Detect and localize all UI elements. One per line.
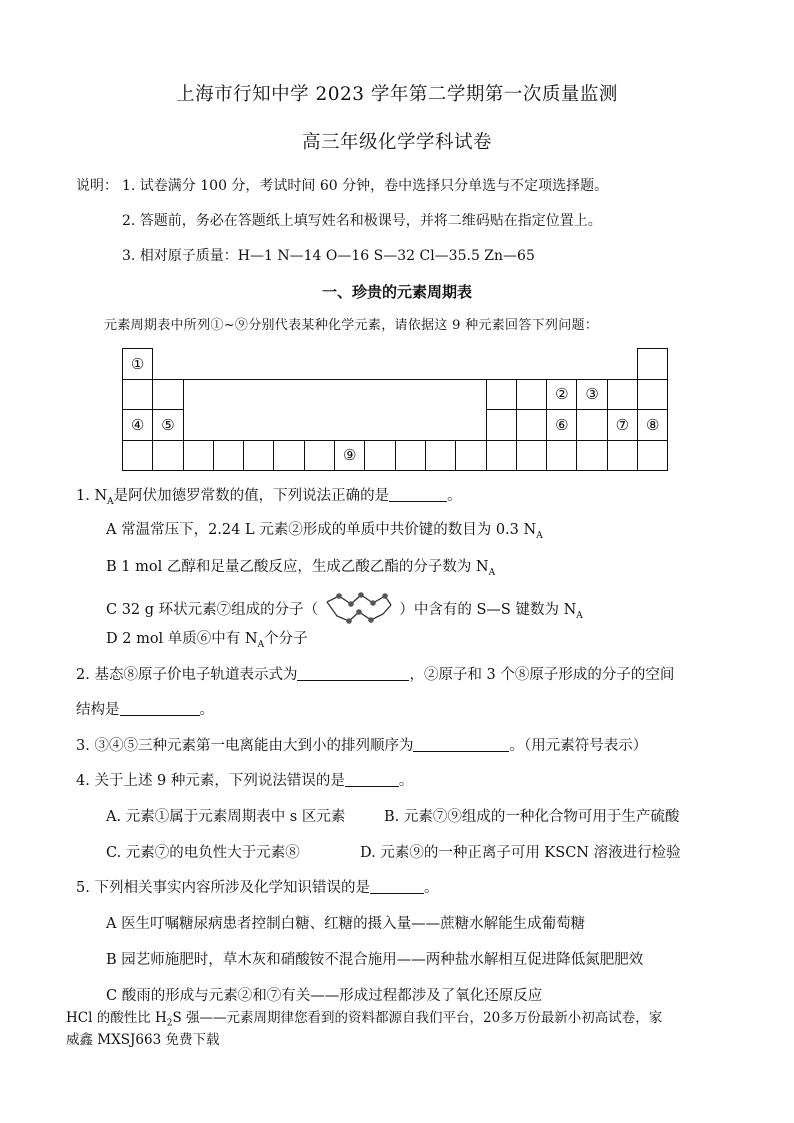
question-2-cont: 结构是 。 xyxy=(76,702,214,718)
note-1: 1. 试卷满分 100 分，考试时间 60 分钟，卷中选择只分单选与不定项选择题。 xyxy=(122,178,609,194)
note-3: 3. 相对原子质量：H—1 N—14 O—16 S—32 Cl—35.5 Zn—65 xyxy=(122,248,535,264)
cell-element-9: ⑨ xyxy=(335,440,365,471)
section-title: 一、珍贵的元素周期表 xyxy=(321,283,472,301)
q4-option-a: A. 元素①属于元素周期表中 s 区元素 xyxy=(106,809,346,825)
answer-blank xyxy=(297,666,409,681)
q4-option-c: C. 元素⑦的电负性大于元素⑧ xyxy=(106,845,300,861)
periodic-table xyxy=(122,348,668,471)
cell-element-6: ⑥ xyxy=(547,410,577,441)
cell-element-4: ④ xyxy=(123,410,153,441)
cell-element-1: ① xyxy=(123,349,153,380)
q1-option-d: D 2 mol 单质⑥中有 $N_A$个分子 xyxy=(106,631,308,650)
q5-option-a: A 医生叮嘱糖尿病患者控制白糖、红糖的摄入量——蔗糖水解能生成葡萄糖 xyxy=(106,916,586,932)
section-intro: 元素周期表中所列①~⑨分别代表某种化学元素，请依据这 9 种元素回答下列问题： xyxy=(104,318,599,333)
answer-blank xyxy=(345,772,399,787)
q5-option-c: C 酸雨的形成与元素②和⑦有关——形成过程都涉及了氧化还原反应 xyxy=(106,988,543,1004)
q1-option-b: B 1 mol 乙醇和足量乙酸反应，生成乙酸乙酯的分子数为 $N_A$ xyxy=(106,559,496,578)
answer-blank xyxy=(370,879,424,894)
exam-subtitle: 高三年级化学学科试卷 xyxy=(301,132,492,153)
cell-element-8: ⑧ xyxy=(638,410,668,441)
question-3: 3. ③④⑤三种元素第一电离能由大到小的排列顺序为 。（用元素符号表示） xyxy=(76,738,648,754)
cell-element-7: ⑦ xyxy=(607,410,637,441)
footer-line-1: HCl 的酸性比 $H_2S$ 强——元素周期律您看到的资料都源自我们平台，20多万份最新小初高试卷，家 xyxy=(66,1010,663,1029)
question-4: 4. 关于上述 9 种元素，下列说法错误的是 。 xyxy=(76,773,414,789)
q5-option-b: B 园艺师施肥时，草木灰和硝酸铵不混合施用——两种盐水解相互促进降低氮肥肥效 xyxy=(106,952,644,968)
q1-option-a: A 常温常压下，2.24 L 元素②形成的单质中共价键的数目为 0.3 $N_A$ xyxy=(106,522,543,541)
promo-text: 您看到的资料都源自我们平台，20多万份最新小初高试卷，家 xyxy=(294,1010,663,1026)
footer-line-2: 威鑫 MXSJ663 免费下载 xyxy=(66,1032,220,1048)
cell-element-3: ③ xyxy=(577,379,607,410)
note-2: 2. 答题前，务必在答题纸上填写姓名和极课号，并将二维码贴在指定位置上。 xyxy=(122,213,602,229)
question-2: 2. 基态⑧原子价电子轨道表示式为 ，②原子和 3 个⑧原子形成的分子的空间 xyxy=(76,667,675,683)
notes-label: 说明： xyxy=(76,178,118,194)
exam-title: 上海市行知中学 2023 学年第二学期第一次质量监测 xyxy=(176,84,618,105)
question-5: 5. 下列相关事实内容所涉及化学知识错误的是 。 xyxy=(76,880,439,896)
q4-option-b: B. 元素⑦⑨组成的一种化合物可用于生产硫酸 xyxy=(384,809,680,825)
cell-element-2: ② xyxy=(547,379,577,410)
question-1: 1. $N_A$是阿伏加德罗常数的值，下列说法正确的是 。 xyxy=(76,488,462,507)
q1-option-c: C 32 g 环状元素⑦组成的分子（ ）中含有的 S—S 键数为 $N_A$ xyxy=(106,592,583,626)
cell-element-5: ⑤ xyxy=(153,410,183,441)
answer-blank xyxy=(413,737,509,752)
q4-option-d: D. 元素⑨的一种正离子可用 KSCN 溶液进行检验 xyxy=(360,845,681,861)
s8-ring-molecule-diagram xyxy=(323,592,395,626)
answer-blank xyxy=(389,487,447,502)
answer-blank xyxy=(120,701,200,716)
